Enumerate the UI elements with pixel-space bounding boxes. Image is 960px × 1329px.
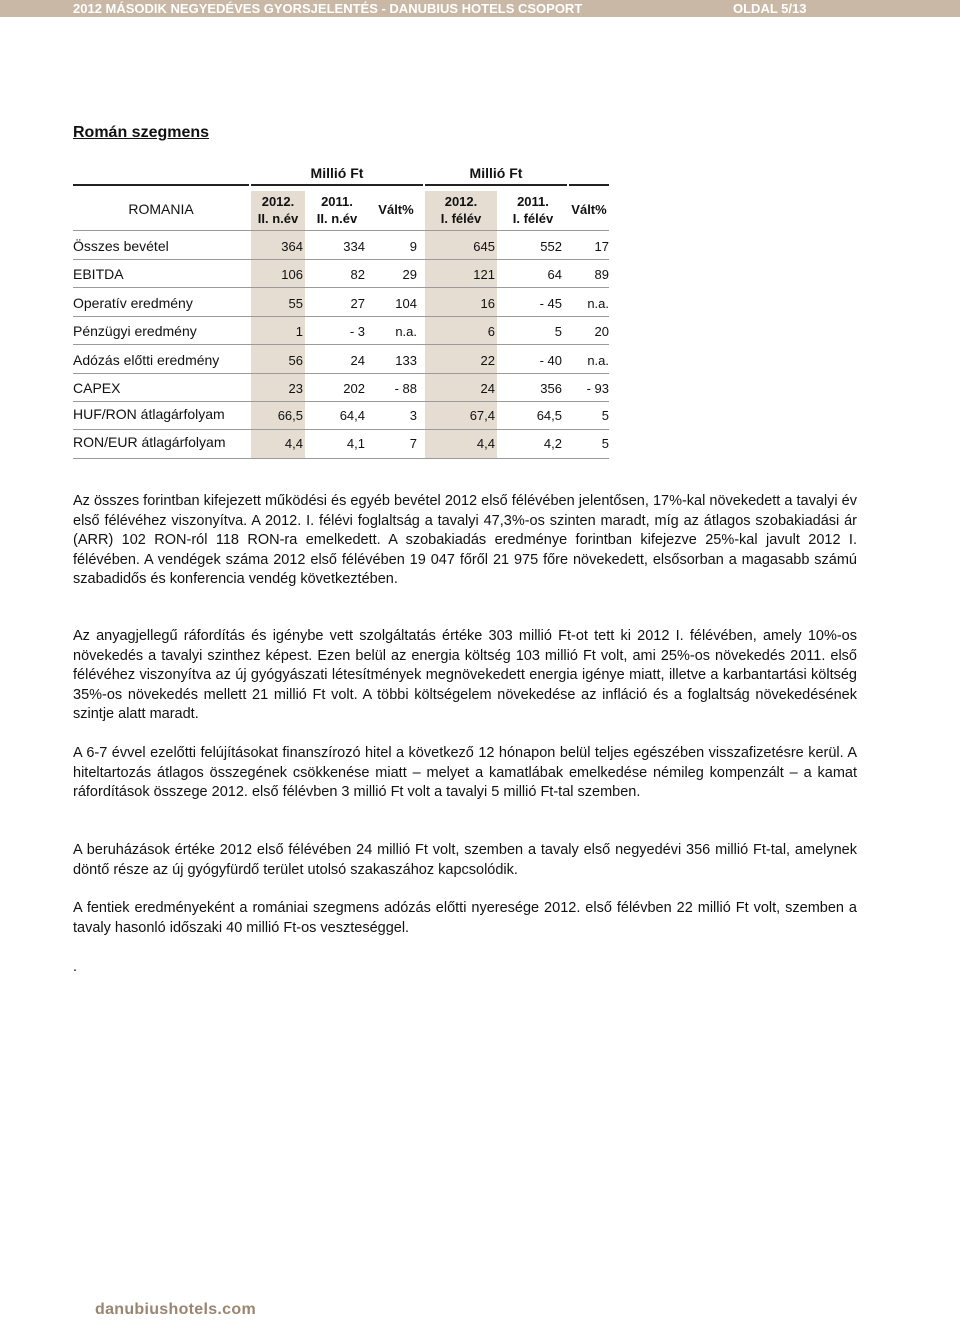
cell: 17	[594, 239, 609, 254]
cell: - 88	[394, 381, 417, 396]
cell: n.a.	[587, 296, 609, 311]
cell: 356	[540, 381, 562, 396]
row-rule	[73, 259, 609, 260]
cell: - 45	[539, 296, 562, 311]
cell: 4,1	[346, 436, 365, 451]
col-header-line: 2011.	[517, 194, 549, 209]
cell: 6	[487, 324, 495, 339]
col-header-line: Vált%	[378, 202, 414, 217]
col-header-2011-h1	[499, 193, 567, 227]
col-header-line: I. félév	[512, 211, 554, 226]
cell: 4,4	[284, 436, 303, 451]
cell: 56	[288, 353, 303, 368]
cell: 5	[601, 436, 609, 451]
cell: 4,2	[543, 436, 562, 451]
cell: 66,5	[277, 408, 303, 423]
header-bottom-rule	[73, 230, 609, 231]
cell: 20	[594, 324, 609, 339]
report-title: 2012 MÁSODIK NEGYEDÉVES GYORSJELENTÉS - DANUBIUS HOTELS CSOPORT	[73, 1, 583, 16]
row-label: Operatív eredmény	[73, 295, 193, 311]
cell: - 93	[586, 381, 609, 396]
col-header-line: Vált%	[571, 202, 607, 217]
row-rule	[73, 401, 609, 402]
col-header-change-h	[569, 201, 609, 218]
row-rule	[73, 373, 609, 374]
cell: 133	[395, 353, 417, 368]
header-rule	[251, 184, 423, 186]
cell: 24	[480, 381, 495, 396]
cell: 22	[480, 353, 495, 368]
cell: n.a.	[587, 353, 609, 368]
cell: 27	[350, 296, 365, 311]
cell: 106	[281, 267, 303, 282]
paragraph-revenue: Az összes forintban kifejezett működési és egyéb bevétel 2012 első félévében jelentősen, 17%-kal növekedett a tavalyi év első félévéhez viszonyítva. A 2012. I. félévi foglaltság a tavalyi 47,3%-os szinten maradt, míg az átlagos szobakiadási ár (ARR) 102 RON-ról 118 RON-ra emelkedett. A szobakiadás eredménye forintban kifejezve 25%-kal javult 2012 I. félévében. A vendégek száma 2012 első félévében 19 047 főről 21 975 főre növekedett, elsősorban a magasabb számú szabadidős és konferencia vendég következtében.	[73, 493, 857, 587]
col-header-line: II. n.év	[316, 211, 358, 226]
group-header-quarter: Millió Ft	[310, 165, 364, 181]
cell: 67,4	[469, 408, 495, 423]
row-label: CAPEX	[73, 380, 121, 396]
financial-table	[0, 0, 960, 470]
cell: 5	[554, 324, 562, 339]
col-header-2012-q2	[251, 193, 305, 227]
row-rule	[73, 344, 609, 345]
cell: 334	[343, 239, 365, 254]
group-header-halfyear: Millió Ft	[469, 165, 523, 181]
paragraph-loan: A 6-7 évvel ezelőtti felújításokat finanszírozó hitel a következő 12 hónapon belül teljes egészében visszafizetésre kerül. A hiteltartozás átlagos összegének csökkenése miatt – melyet a kamatlábak emelkedése némileg kompenzált – a kamat ráfordítások összege 2012. első félévben 3 millió Ft volt a tavalyi 5 millió Ft-tal szemben.	[73, 745, 857, 800]
header-rule	[425, 184, 567, 186]
section-title: Román szegmens	[73, 124, 210, 141]
cell: 24	[350, 353, 365, 368]
row-label: Összes bevétel	[73, 238, 169, 254]
header-rule	[73, 184, 249, 186]
cell: 29	[402, 267, 417, 282]
cell: 16	[480, 296, 495, 311]
paragraph-costs: Az anyagjellegű ráfordítás és igénybe vett szolgáltatás értéke 303 millió Ft-ot tett ki 2012 I. félévében, amely 10%-os növekedés a tavalyi szinthez képest. Ezen belül az energia költség 103 millió Ft volt, ami 25%-os növekedés 2011. első félévéhez viszonyítva az új gyógyászati létesítmények megnövekedett energia igénye miatt, illetve a karbantartási költség 35%-os növekedés mellett 21 millió Ft volt. A többi költségelem növekedése az infláció és a foglaltság növekedésének szintje alatt maradt.	[73, 628, 857, 722]
paragraph-capex: A beruházások értéke 2012 első félévében 24 millió Ft volt, szemben a tavaly első negyedévi 356 millió Ft-tal, amelynek döntő része az új gyógyfürdő terület utolsó szakaszához kapcsolódik.	[73, 842, 857, 878]
paragraph-result: A fentiek eredményeként a romániai szegmens adózás előtti nyeresége 2012. első félévben 22 millió Ft volt, szemben a tavaly hasonló időszaki 40 millió Ft-os veszteséggel.	[73, 900, 857, 936]
region-label: ROMANIA	[128, 201, 194, 217]
cell: 552	[540, 239, 562, 254]
cell: 23	[288, 381, 303, 396]
cell: 64,4	[339, 408, 365, 423]
page-number: OLDAL 5/13	[733, 1, 807, 16]
cell: 104	[395, 296, 417, 311]
row-rule	[73, 316, 609, 317]
row-rule	[73, 429, 609, 430]
col-header-2011-q2	[307, 193, 367, 227]
footer-logo[interactable]: danubiushotels.com	[95, 1301, 256, 1318]
cell: 4,4	[476, 436, 495, 451]
cell: 1	[295, 324, 303, 339]
row-label: EBITDA	[73, 266, 124, 282]
row-label: HUF/RON átlagárfolyam	[73, 406, 225, 422]
header-rule	[569, 184, 609, 186]
row-label: Pénzügyi eredmény	[73, 323, 197, 339]
cell: 64	[547, 267, 562, 282]
row-label: Adózás előtti eredmény	[73, 352, 220, 368]
col-header-line: 2011.	[321, 194, 353, 209]
cell: 364	[281, 239, 303, 254]
table-bottom-rule	[73, 458, 609, 459]
row-rule	[73, 287, 609, 288]
col-header-line: 2012.	[261, 194, 295, 209]
cell: n.a.	[395, 324, 417, 339]
cell: 55	[288, 296, 303, 311]
cell: 82	[350, 267, 365, 282]
cell: 9	[409, 239, 417, 254]
cell: 121	[473, 267, 495, 282]
cell: - 3	[349, 324, 365, 339]
col-header-line: II. n.év	[257, 211, 299, 226]
row-label: RON/EUR átlagárfolyam	[73, 434, 226, 450]
cell: 645	[473, 239, 495, 254]
col-header-line: I. félév	[440, 211, 482, 226]
cell: 5	[601, 408, 609, 423]
cell: - 40	[539, 353, 562, 368]
cell: 3	[409, 408, 417, 423]
paragraph-dot: .	[73, 959, 78, 975]
col-header-line: 2012.	[444, 194, 478, 209]
cell: 64,5	[536, 408, 562, 423]
col-header-2012-h1	[425, 193, 497, 227]
cell: 202	[343, 381, 365, 396]
cell: 7	[409, 436, 417, 451]
col-header-change-q	[369, 201, 423, 218]
cell: 89	[594, 267, 609, 282]
